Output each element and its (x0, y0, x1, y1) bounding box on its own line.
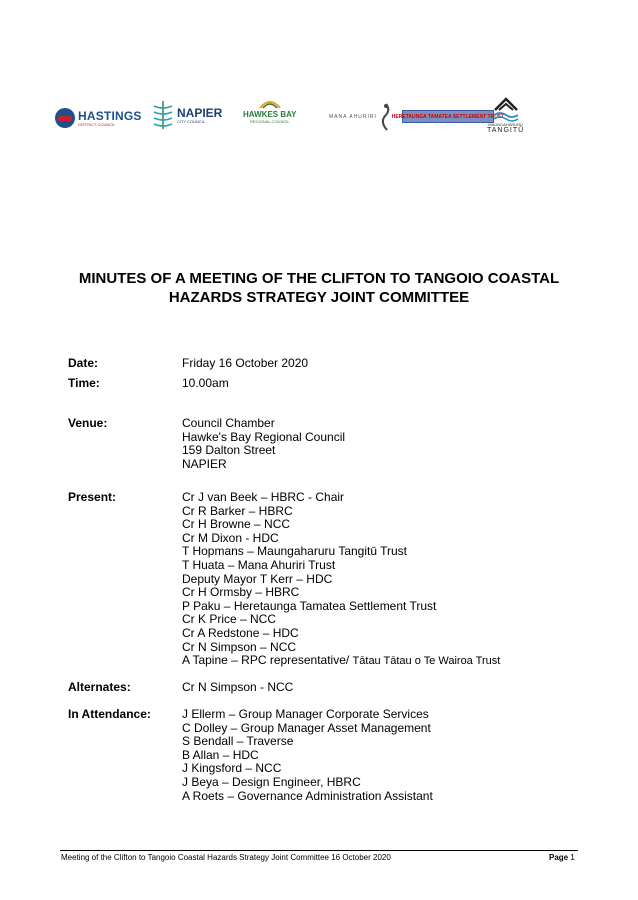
page-number-value: 1 (570, 853, 575, 862)
attendance-member: J Ellerm – Group Manager Corporate Services (182, 707, 429, 721)
venue-value (182, 417, 345, 471)
hawkes-bay-logo-sub: REGIONAL COUNCIL (249, 119, 290, 124)
present-member: T Hopmans – Maungaharuru Tangitū Trust (182, 544, 408, 559)
present-member: Cr M Dixon - HDC (182, 530, 279, 545)
mana-ahuriri-logo (329, 102, 393, 132)
attendance-member: C Dolley – Group Manager Asset Management (182, 720, 431, 735)
present-list (182, 491, 500, 668)
footer-divider (60, 850, 578, 851)
present-member: Cr H Ormsby – HBRC (182, 585, 300, 600)
attendance-list (182, 708, 433, 803)
napier-logo (152, 100, 222, 130)
hastings-logo-name: HASTINGS (78, 108, 142, 123)
alternates-label: Alternates: (68, 680, 131, 694)
maungaharuru-logo-name: MAUNGAHARURU (488, 122, 523, 127)
hastings-emblem-icon (55, 108, 75, 128)
attendance-member: S Bendall – Traverse (182, 734, 294, 749)
heretaunga-tamatea-logo-name: HERETAUNGA TAMATEA SETTLEMENT TRUST (391, 113, 505, 120)
present-member-last-main: A Tapine – RPC representative/ (182, 653, 353, 668)
maungaharuru-logo (487, 96, 524, 135)
hawkes-bay-logo (243, 98, 297, 124)
hawkes-bay-logo-name: HAWKES BAY (243, 110, 297, 119)
napier-emblem-icon (152, 100, 174, 130)
present-member: Cr R Barker – HBRC (182, 503, 293, 518)
present-member: Cr J van Beek – HBRC - Chair (182, 490, 345, 504)
napier-logo-name: NAPIER (177, 105, 223, 120)
attendance-member: J Beya – Design Engineer, HBRC (182, 774, 361, 789)
attendance-member: J Kingsford – NCC (182, 761, 282, 776)
maungaharuru-emblem-icon (491, 96, 521, 122)
date-label: Date: (68, 356, 99, 370)
venue-line: Council Chamber (182, 416, 275, 430)
page-number (549, 853, 575, 862)
venue-label: Venue: (68, 416, 108, 430)
venue-line: 159 Dalton Street (182, 443, 276, 458)
present-member: Deputy Mayor T Kerr – HDC (182, 571, 333, 586)
date-value: Friday 16 October 2020 (182, 356, 309, 370)
hawkes-bay-emblem-icon (258, 98, 282, 110)
present-member: Cr A Redstone – HDC (182, 625, 299, 640)
present-member: P Paku – Heretaunga Tamatea Settlement Trust (182, 598, 437, 613)
venue-line: NAPIER (182, 456, 227, 471)
present-member: Cr H Browne – NCC (182, 517, 291, 532)
logo-strip (55, 96, 535, 140)
present-member: T Huata – Mana Ahuriri Trust (182, 557, 336, 572)
mana-ahuriri-logo-name: MANA AHURIRI (329, 114, 377, 120)
attendance-member: A Roets – Governance Administration Assistant (182, 788, 433, 803)
venue-line: Hawke's Bay Regional Council (182, 429, 346, 444)
heretaunga-tamatea-logo (391, 110, 505, 123)
footer-text: Meeting of the Clifton to Tangoio Coastal Hazards Strategy Joint Committee 16 October 2020 (61, 853, 391, 862)
alternates-value: Cr N Simpson - NCC (182, 680, 294, 694)
napier-logo-sub: CITY COUNCIL (177, 118, 206, 124)
document-title-line-1: MINUTES OF A MEETING OF THE CLIFTON TO TANGOIO COASTAL (78, 270, 560, 287)
hastings-logo-sub: DISTRICT COUNCIL (78, 121, 116, 127)
present-member-last-org: Tātau Tātau o Te Wairoa Trust (352, 655, 501, 668)
mana-ahuriri-emblem-icon (379, 102, 393, 132)
document-title-line-2: HAZARDS STRATEGY JOINT COMMITTEE (168, 289, 470, 306)
attendance-member: B Allan – HDC (182, 747, 259, 762)
heretaunga-tamatea-banner-icon (391, 110, 505, 123)
present-label: Present: (68, 490, 117, 504)
hastings-logo (55, 108, 142, 128)
page-number-label: Page (549, 853, 569, 862)
attendance-label: In Attendance: (68, 707, 151, 721)
maungaharuru-logo-sub: TANGITŪ (487, 127, 525, 134)
present-member: Cr K Price – NCC (182, 612, 277, 627)
present-member: Cr N Simpson – NCC (182, 639, 297, 654)
present-member-last (182, 654, 500, 668)
time-value: 10.00am (182, 376, 229, 390)
document-title (40, 269, 598, 307)
time-label: Time: (68, 376, 100, 390)
